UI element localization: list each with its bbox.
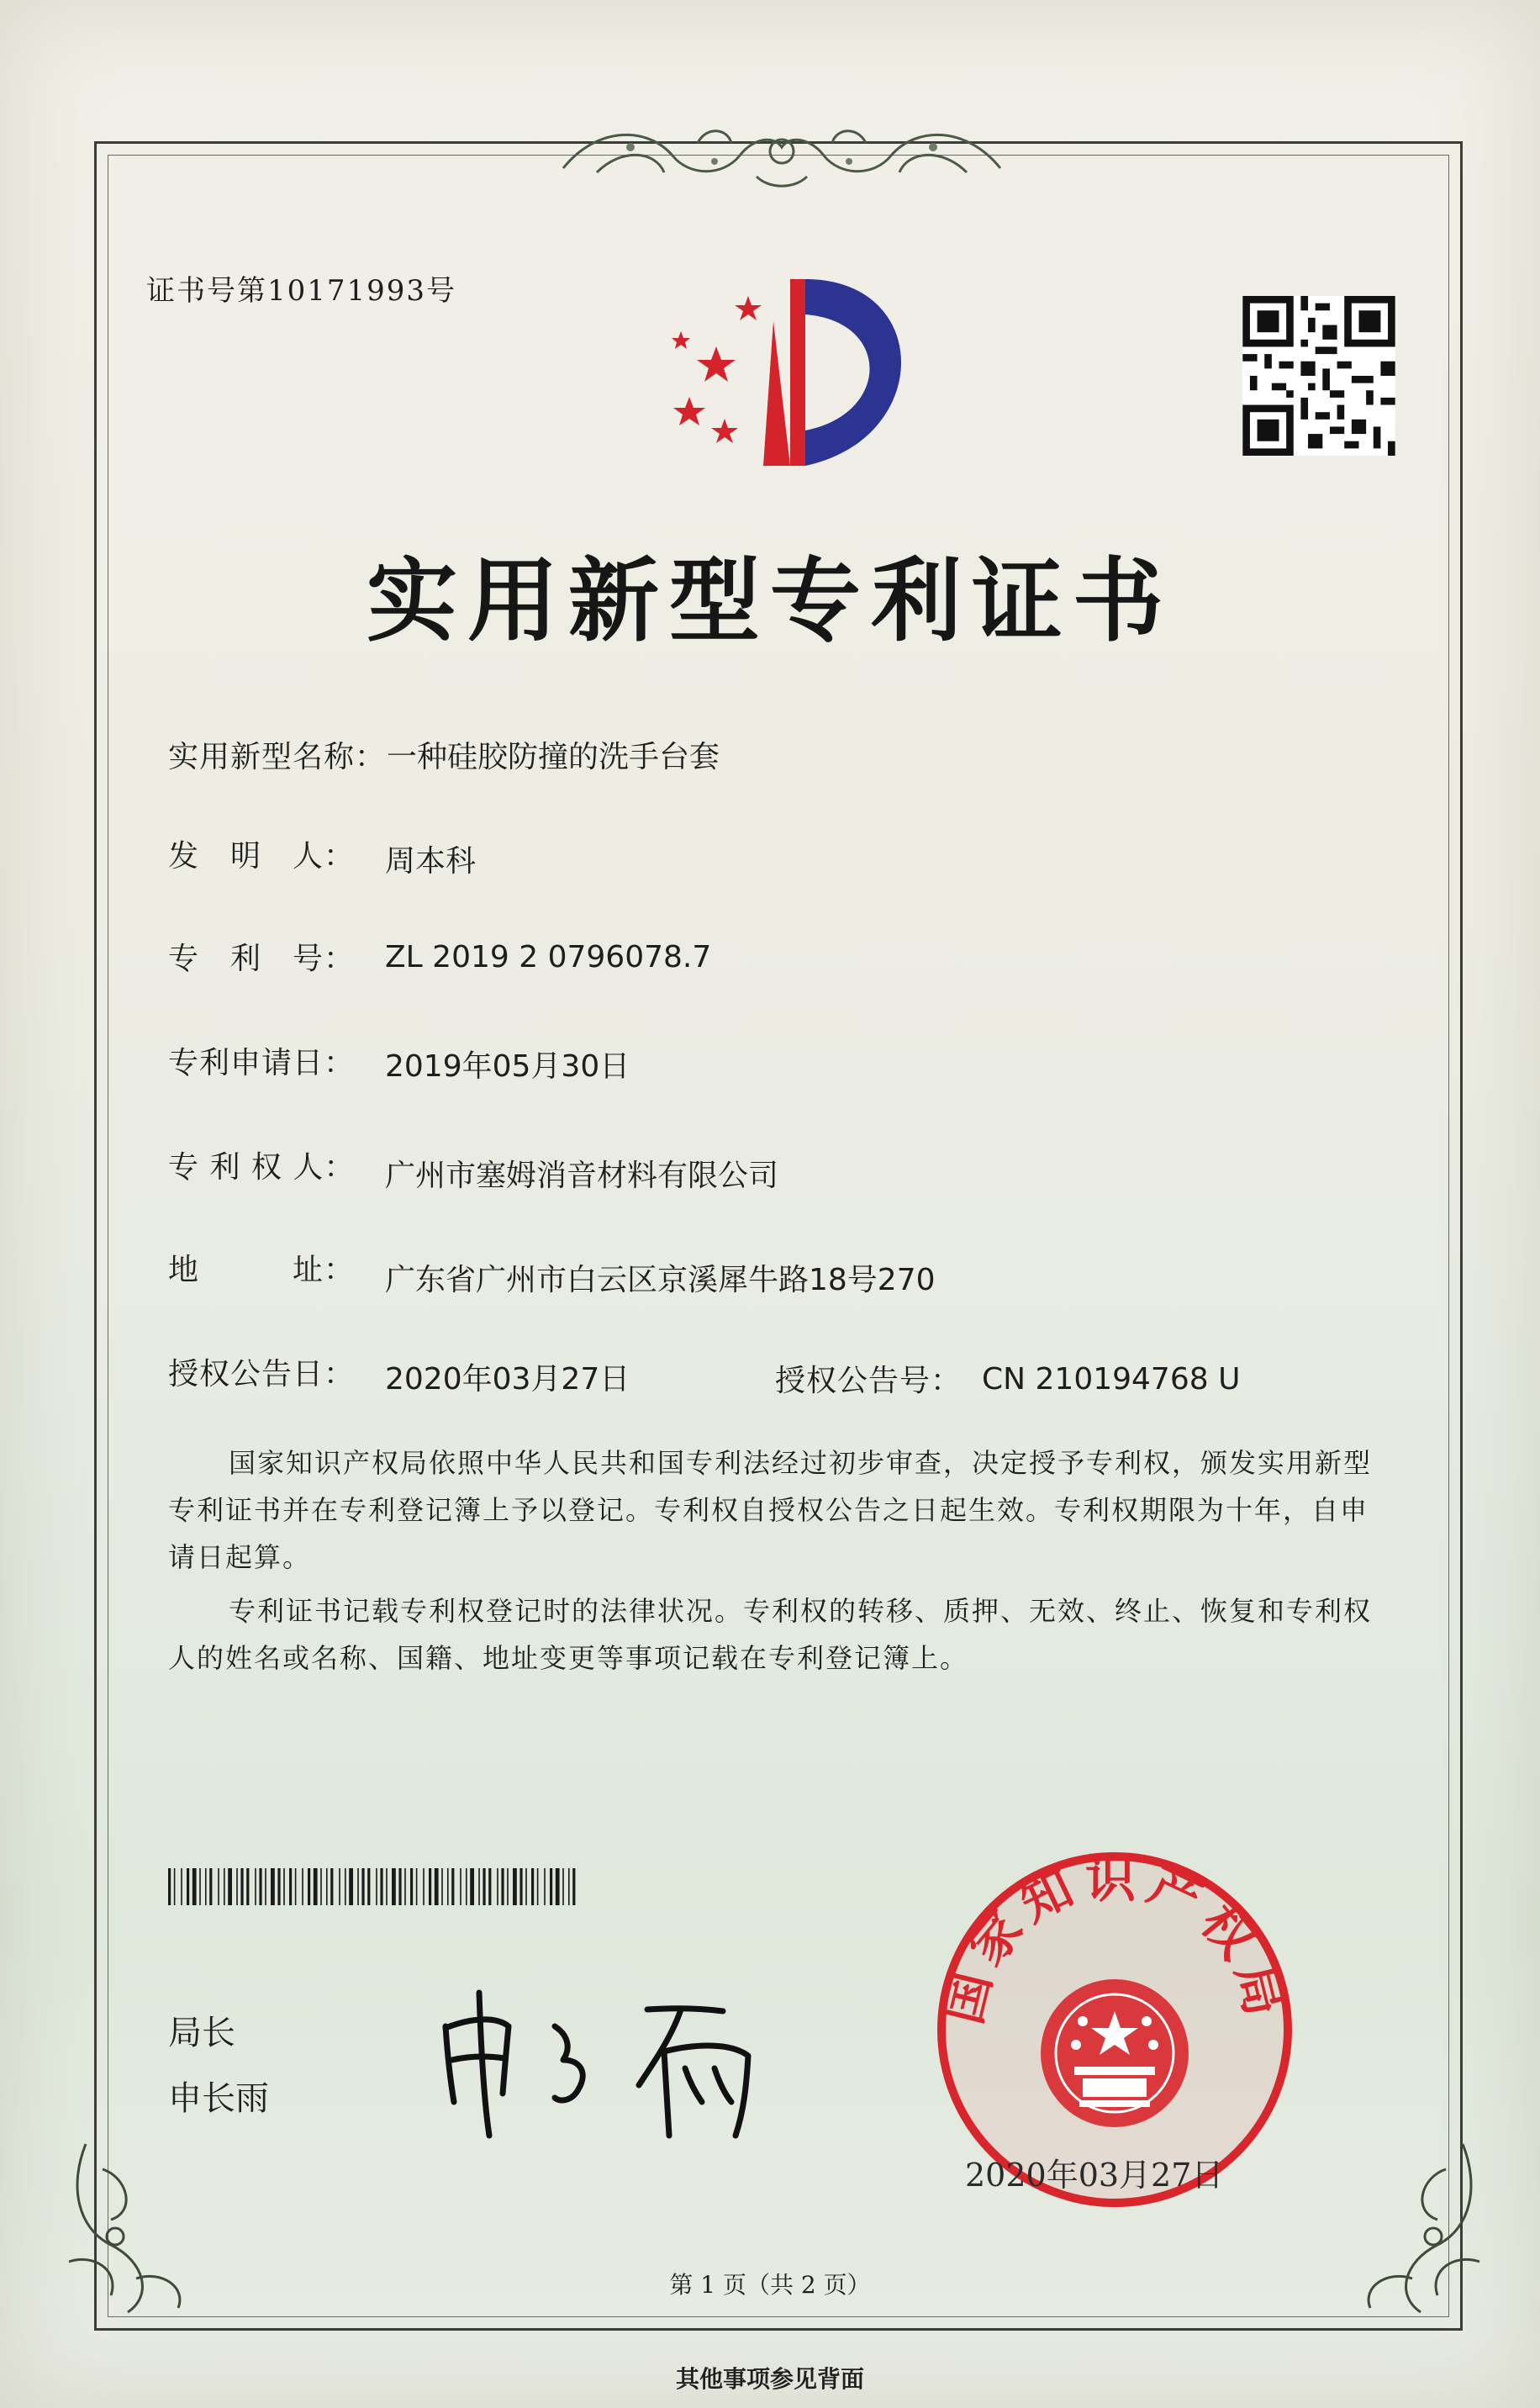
field-label-name: 实用新型名称： xyxy=(168,740,387,774)
cnipa-logo-icon xyxy=(664,271,908,473)
director-name: 申长雨 xyxy=(168,2079,269,2118)
announcement-value: CN 210194768 U xyxy=(982,1362,1241,1397)
certificate-title: 实用新型专利证书 xyxy=(366,548,1173,654)
field-label-patentee: 专 利 权 人： xyxy=(168,1150,356,1185)
field-value-filing-date: 2019年05月30日 xyxy=(385,1049,630,1084)
page-indicator: 第 1 页（共 2 页） xyxy=(669,2271,871,2299)
barcode-icon xyxy=(168,1868,577,1905)
field-label-filing-date: 专利申请日： xyxy=(168,1046,356,1080)
field-value-address: 广东省广州市白云区京溪犀牛路18号270 xyxy=(385,1263,936,1297)
field-value-grant-date: 2020年03月27日 xyxy=(385,1362,630,1397)
body-paragraph-1: 国家知识产权局依照中华人民共和国专利法经过初步审查，决定授予专利权，颁发实用新型专利证书并在专利登记簿上予以登记。专利权自授权公告之日起生效。专利权期限为十年，自申请日起算。 xyxy=(168,1447,1373,1573)
field-label-patent-number: 专 利 号： xyxy=(168,942,356,976)
announcement-label: 授权公告号： xyxy=(775,1364,962,1398)
top-ornament-icon xyxy=(546,109,1017,202)
field-value-patentee: 广州市塞姆消音材料有限公司 xyxy=(385,1159,779,1193)
seal-date: 2020年03月27日 xyxy=(965,2157,1224,2194)
qr-code-icon xyxy=(1242,296,1395,456)
field-value-inventor: 周本科 xyxy=(385,844,477,879)
field-label-inventor: 发 明 人： xyxy=(168,839,356,874)
field-value-name: 一种硅胶防撞的洗手台套 xyxy=(387,740,720,774)
signature-icon xyxy=(429,1976,790,2144)
svg-text:国家知识产权局: 国家知识产权局 xyxy=(933,1851,1296,2030)
field-value-patent-number: ZL 2019 2 0796078.7 xyxy=(385,940,712,974)
back-note: 其他事项参见背面 xyxy=(675,2365,864,2393)
certificate-number: 证书号第10171993号 xyxy=(146,274,457,308)
field-label-address: 地 址： xyxy=(168,1253,356,1287)
director-title: 局长 xyxy=(168,2014,235,2052)
field-label-grant-date: 授权公告日： xyxy=(168,1357,356,1391)
body-paragraph-2: 专利证书记载专利权登记时的法律状况。专利权的转移、质押、无效、终止、恢复和专利权人的姓名或名称、国籍、地址变更等事项记载在专利登记簿上。 xyxy=(168,1595,1373,1674)
